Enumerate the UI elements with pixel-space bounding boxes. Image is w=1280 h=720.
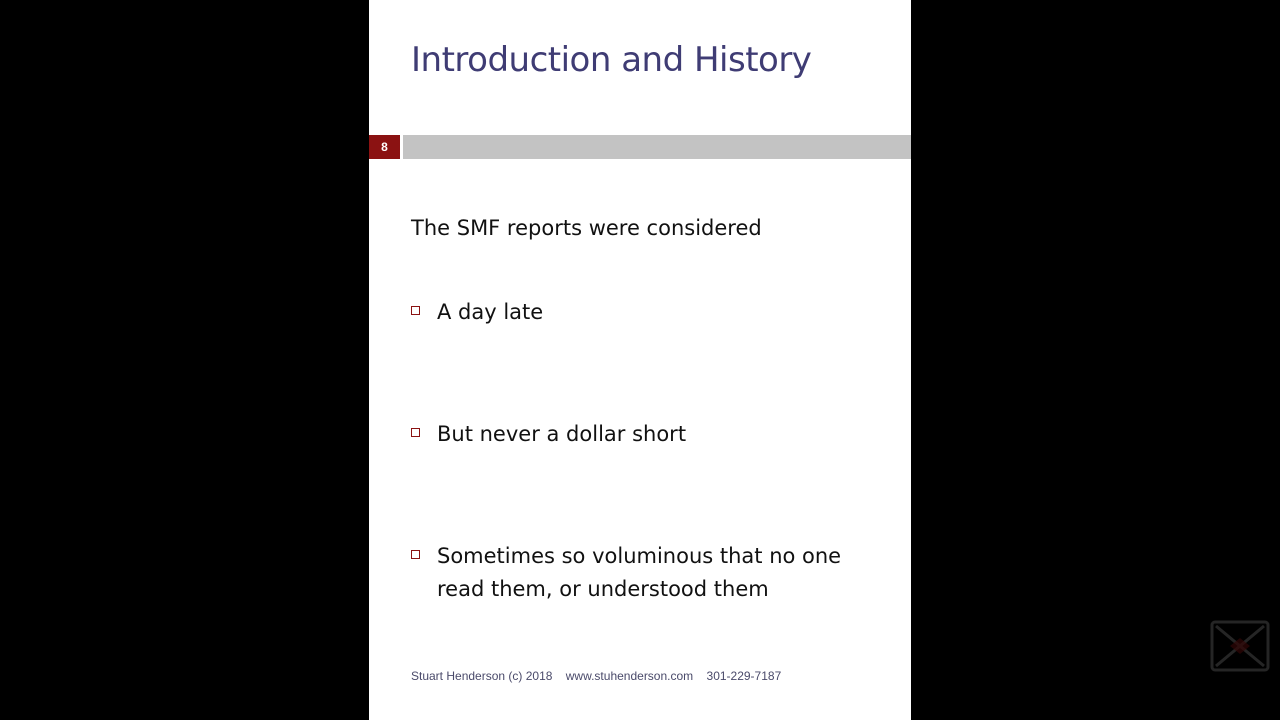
presentation-slide [369,0,911,720]
square-bullet-icon [411,428,420,437]
slide-title: Introduction and History [411,40,812,80]
bullet-text: A day late [437,300,544,324]
square-bullet-icon [411,306,420,315]
bullet-text: But never a dollar short [437,422,687,446]
slide-number: 8 [381,140,388,154]
slide-intro-text: The SMF reports were considered [411,216,762,240]
header-divider-bar [403,135,911,159]
footer-phone: 301-229-7187 [706,669,782,683]
footer-website: www.stuhenderson.com [565,669,694,683]
footer-author: Stuart Henderson (c) 2018 [411,669,553,683]
slide-footer [411,669,791,683]
channel-logo-icon [1208,616,1272,676]
square-bullet-icon [411,550,420,559]
bullet-text: Sometimes so voluminous that no one read them, or understood them [437,544,842,601]
slide-number-badge [369,135,400,159]
